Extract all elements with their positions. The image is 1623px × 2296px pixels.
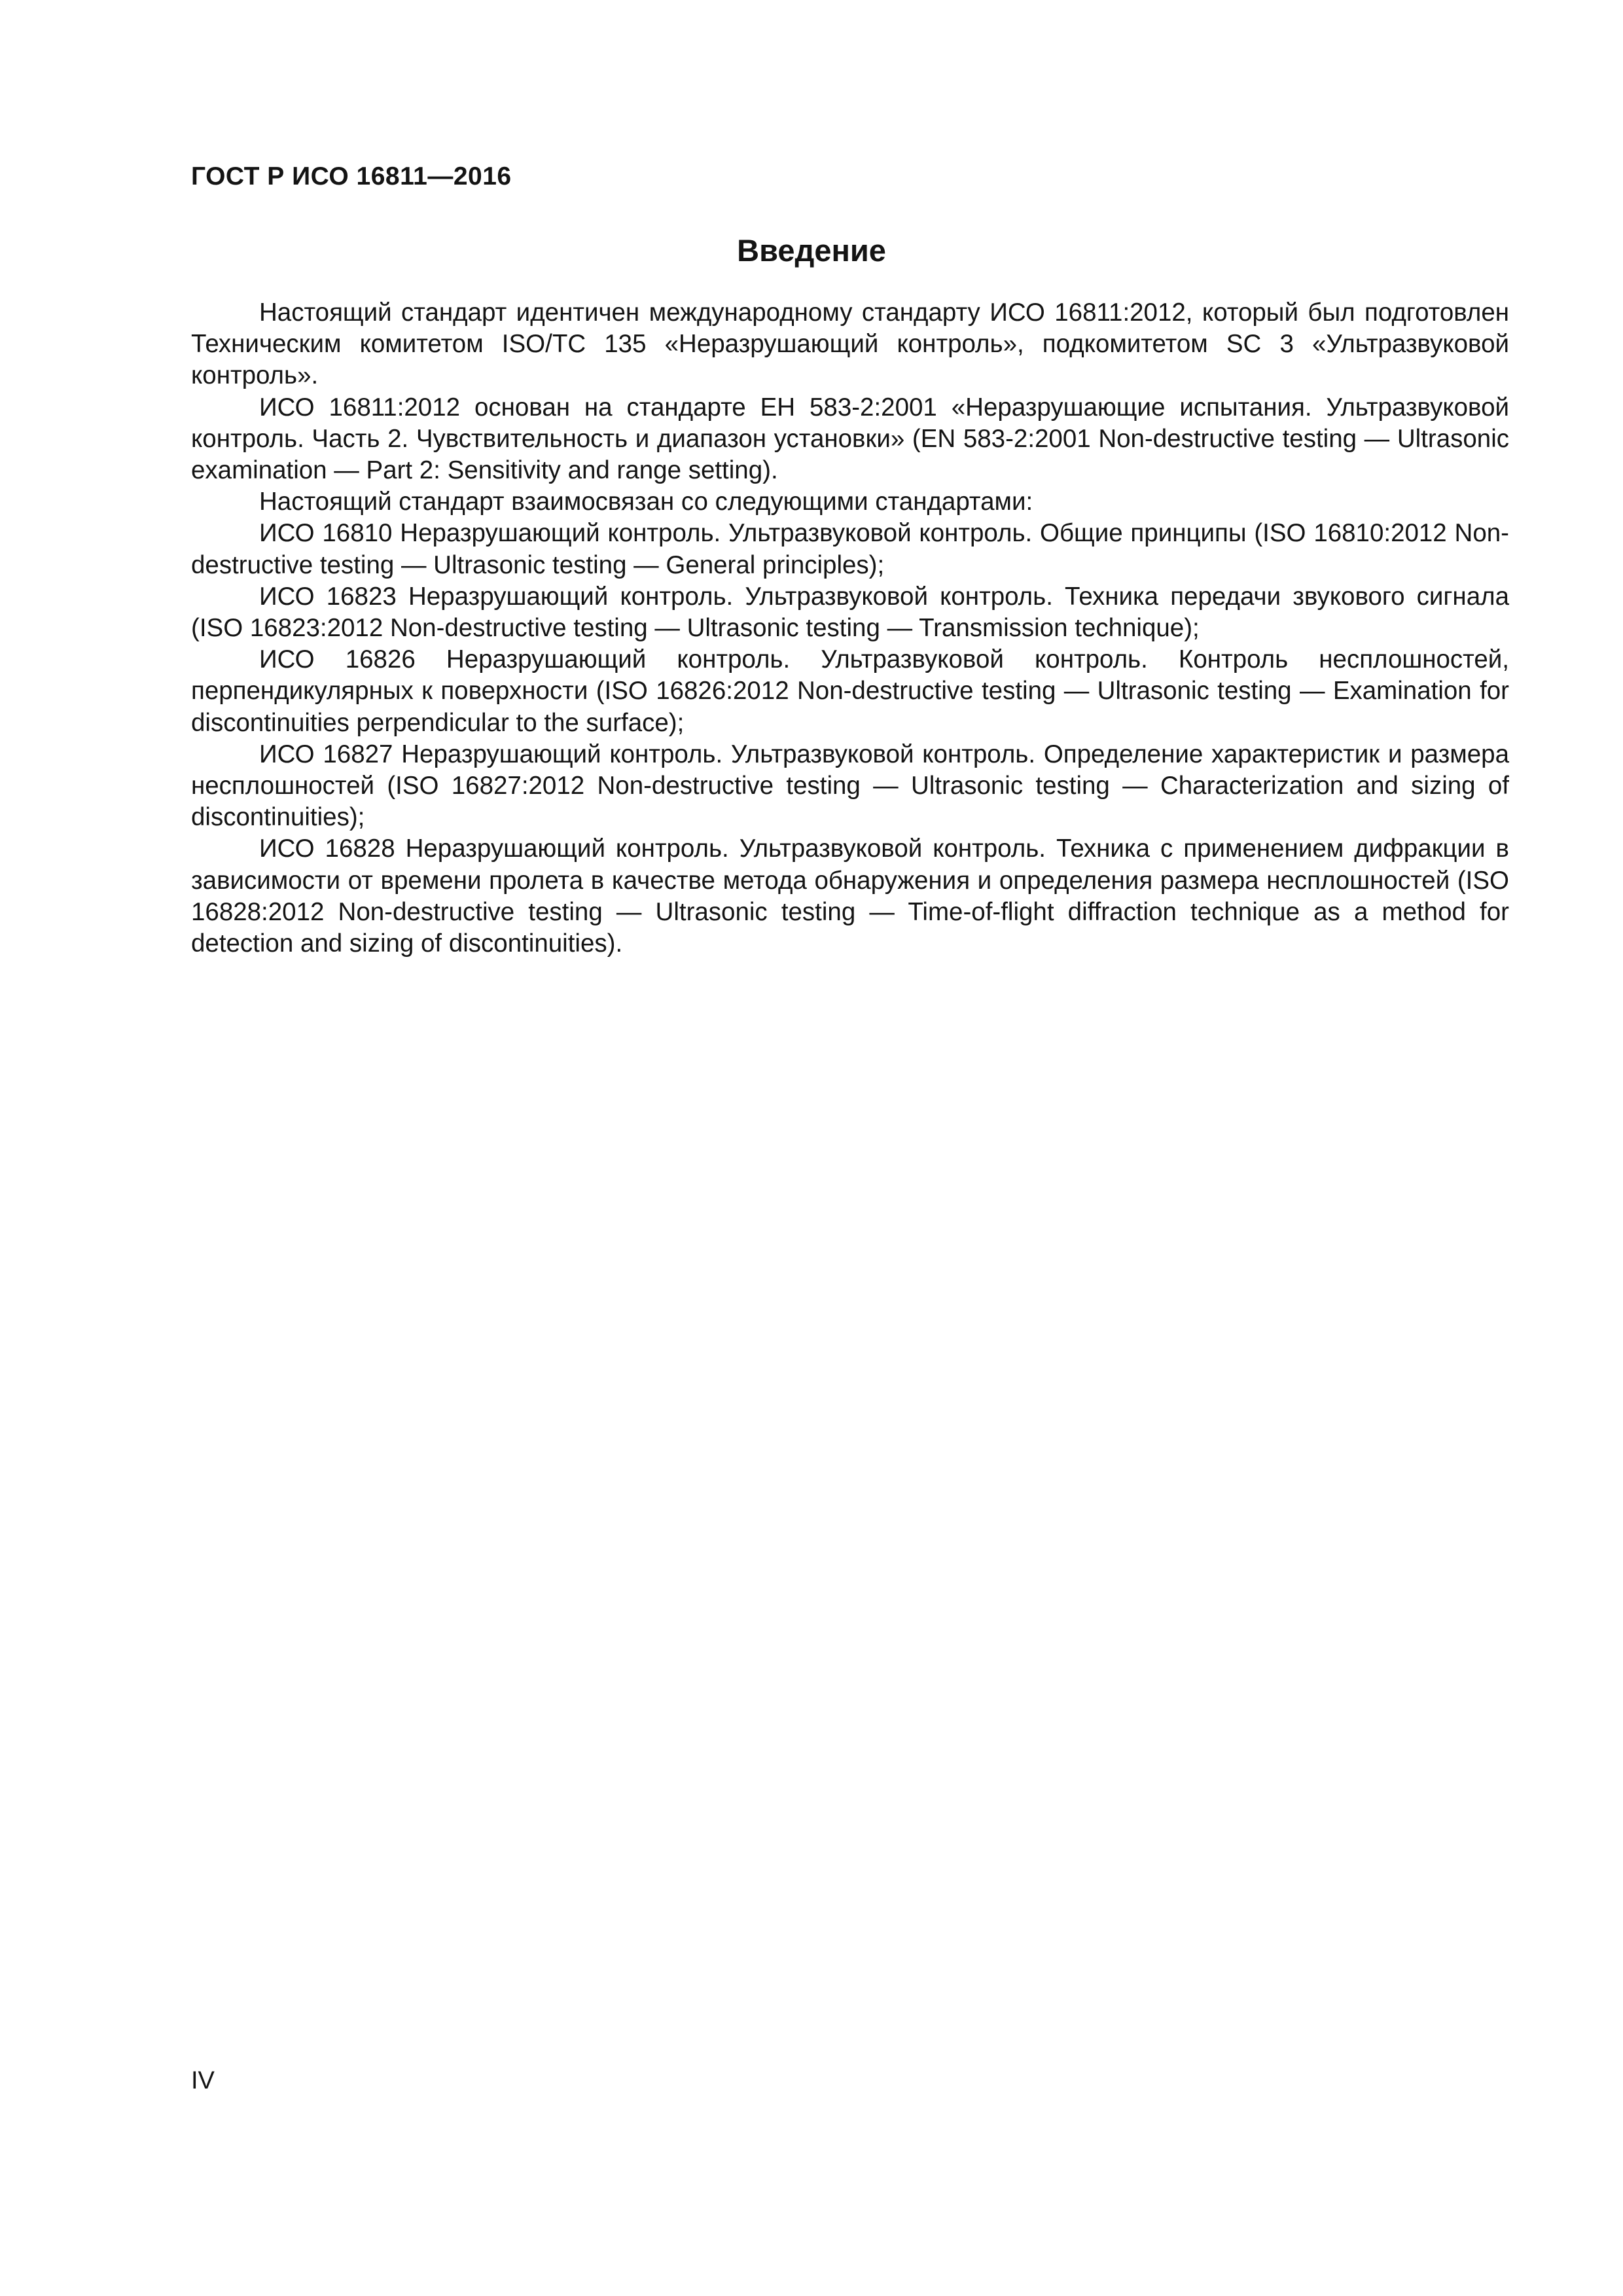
section-title: Введение <box>737 233 886 268</box>
paragraph-iso-16826: ИСО 16826 Неразрушающий контроль. Ультразвуковой контроль. Контроль несплошностей, перпендикулярных к поверхности (ISO 16826:2012 Non-destructive testing — Ultrasonic testing — Examination for discontinuities perpendicular to the surface); <box>191 645 1509 737</box>
page-number: IV <box>191 2067 215 2094</box>
paragraph-related-intro: Настоящий стандарт взаимосвязан со следующими стандартами: <box>259 488 1033 516</box>
body-text <box>191 297 1509 960</box>
paragraph-iso-16827: ИСО 16827 Неразрушающий контроль. Ультразвуковой контроль. Определение характеристик и размера несплошностей (ISO 16827:2012 Non-destructive testing — Ultrasonic testing — Characterization and sizing of discontinuities); <box>191 740 1509 832</box>
paragraph-iso-16810: ИСО 16810 Неразрушающий контроль. Ультразвуковой контроль. Общие принципы (ISO 16810:2012 Non-destructive testing — Ultrasonic testing — General principles); <box>191 519 1509 579</box>
document-designation: ГОСТ Р ИСО 16811—2016 <box>191 162 512 190</box>
paragraph-iso-16823: ИСО 16823 Неразрушающий контроль. Ультразвуковой контроль. Техника передачи звукового сигнала (ISO 16823:2012 Non-destructive testing — Ultrasonic testing — Transmission technique); <box>191 582 1509 643</box>
paragraph-basis: ИСО 16811:2012 основан на стандарте ЕН 583-2:2001 «Неразрушающие испытания. Ультразвуковой контроль. Часть 2. Чувствительность и диапазон установки» (EN 583-2:2001 Non-destructive testing — Ultrasonic examination — Part 2: Sensitivity and range setting). <box>191 393 1509 485</box>
paragraph-iso-16828: ИСО 16828 Неразрушающий контроль. Ультразвуковой контроль. Техника с применением дифракции в зависимости от времени пролета в качестве метода обнаружения и определения размера несплошностей (ISO 16828:2012 Non-destructive testing — Ultrasonic testing — Time-of-flight diffraction technique as a method for detection and sizing of discontinuities). <box>191 834 1509 958</box>
paragraph-intro: Настоящий стандарт идентичен международному стандарту ИСО 16811:2012, который был подготовлен Техническим комитетом ISO/TC 135 «Неразрушающий контроль», подкомитетом SC 3 «Ультразвуковой контроль». <box>191 298 1509 390</box>
